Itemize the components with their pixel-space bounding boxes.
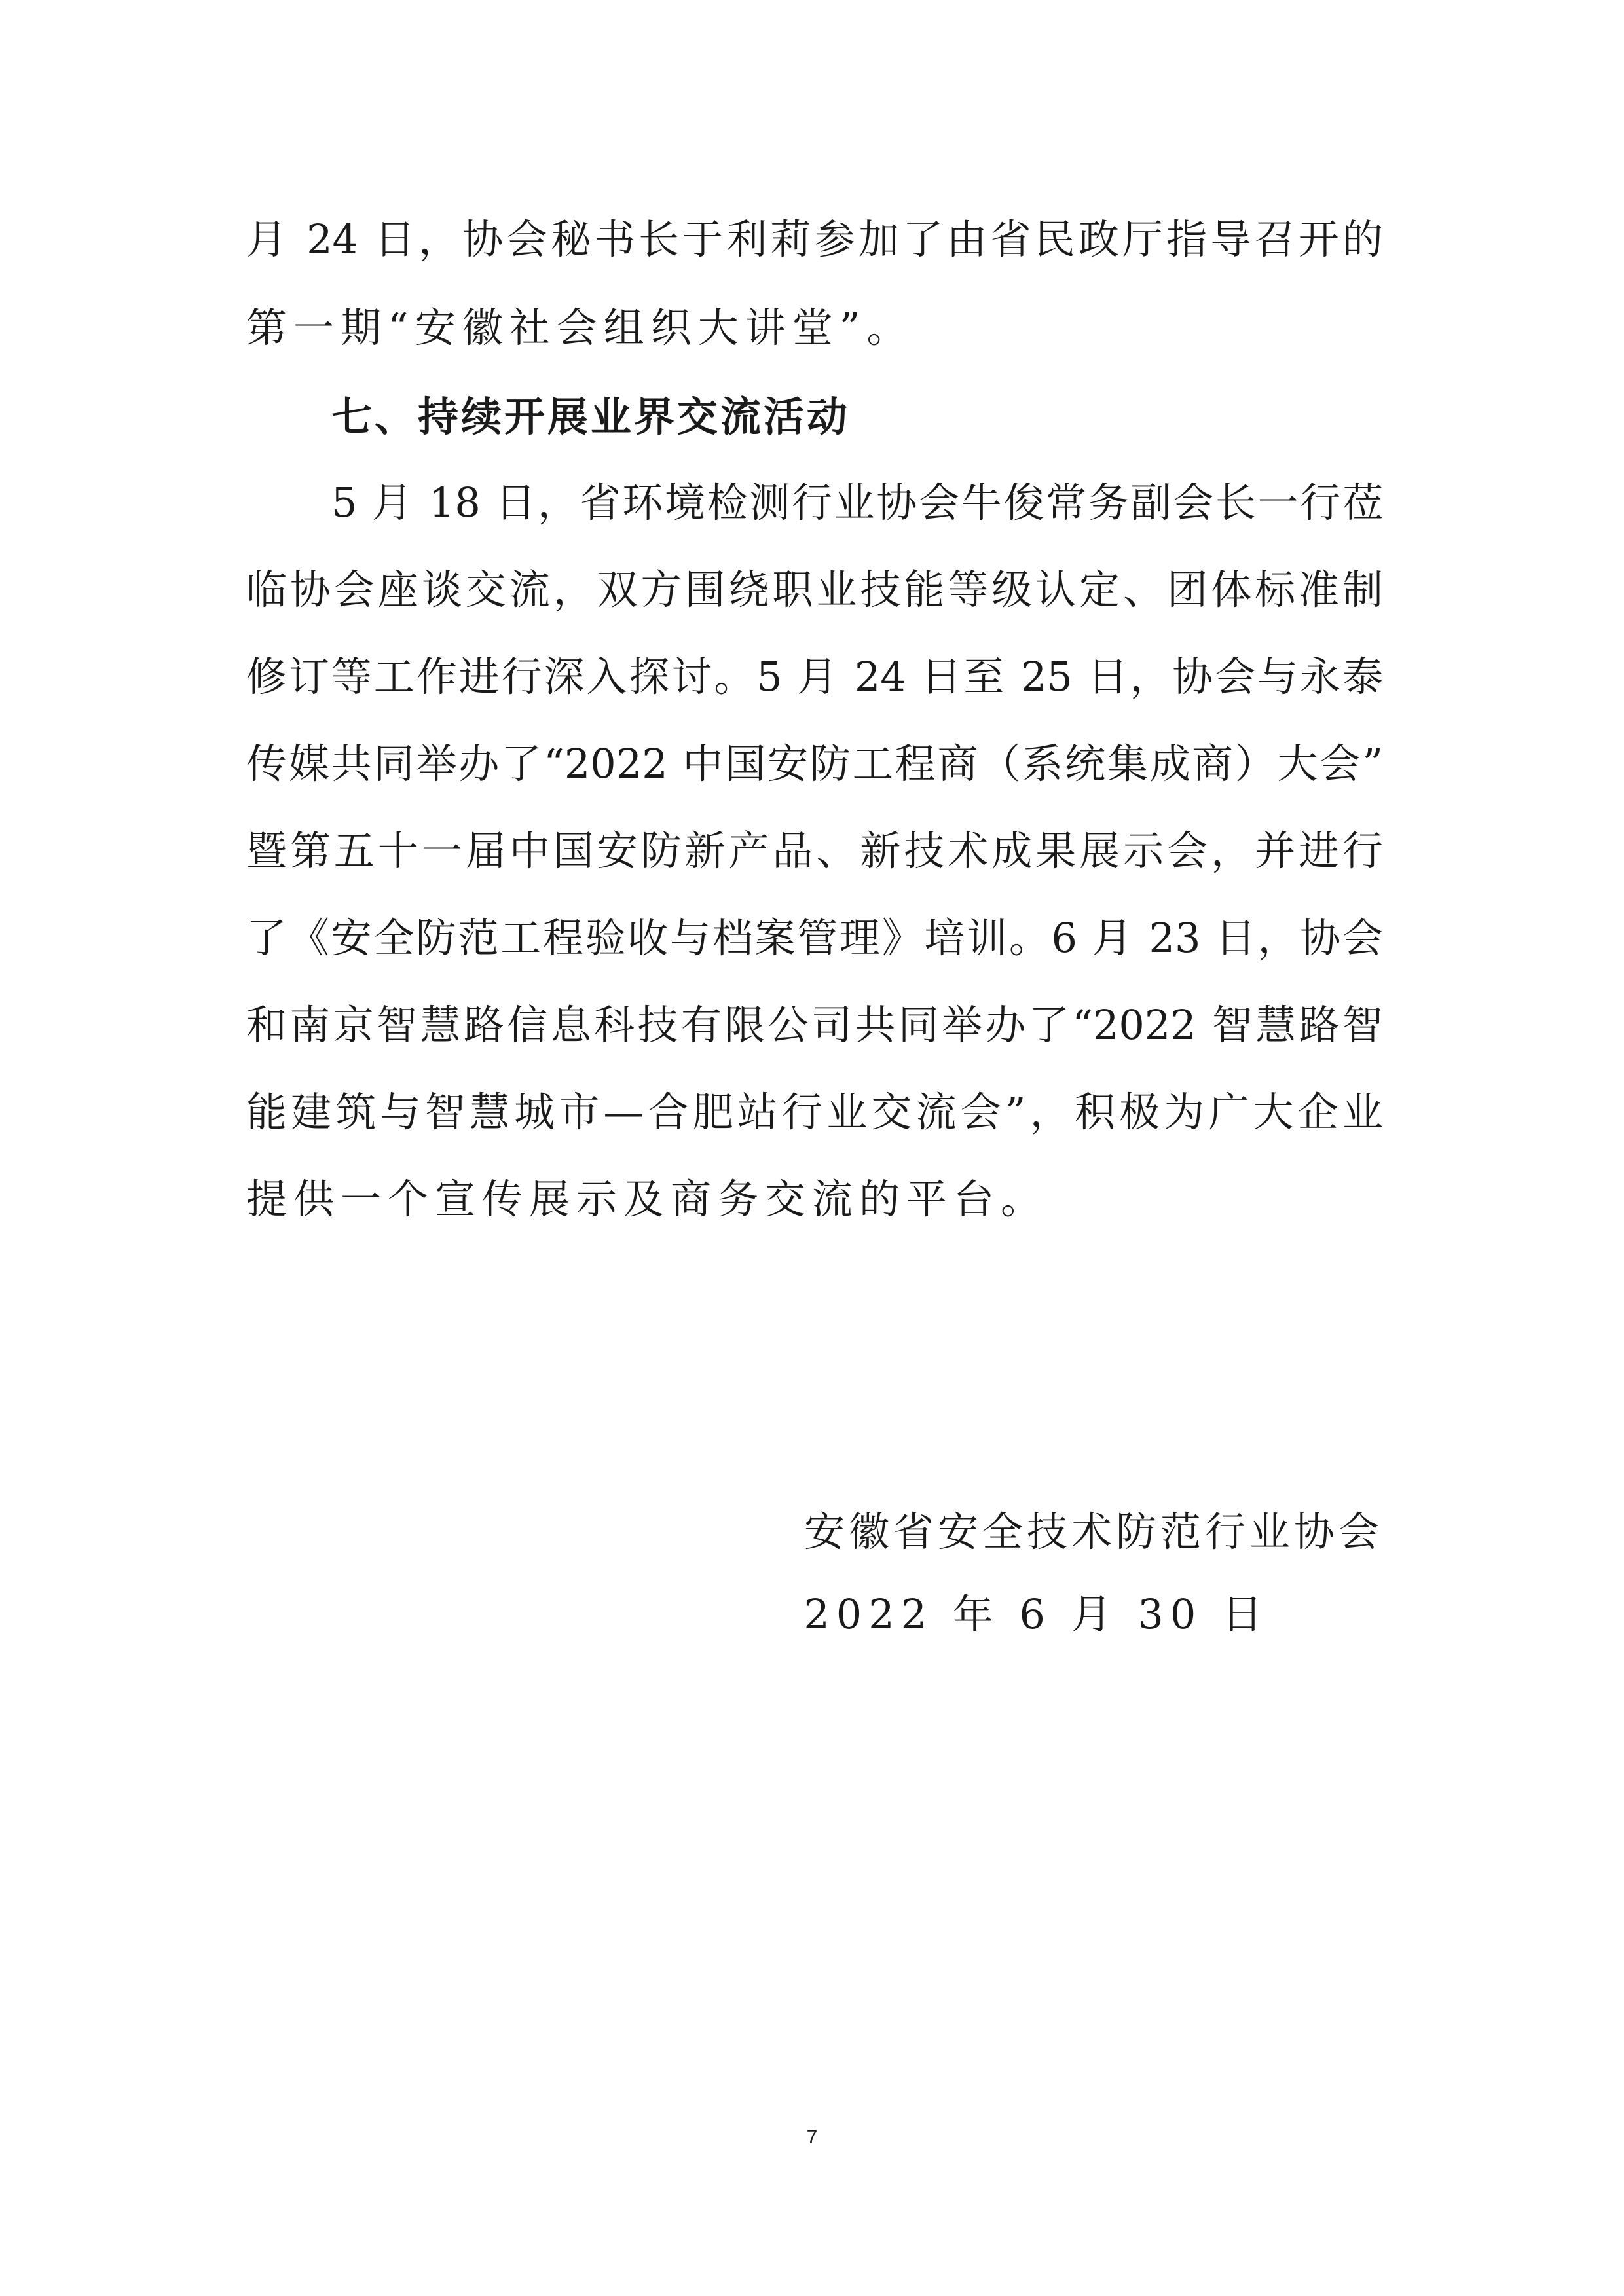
paragraph-line: 了《安全防范工程验收与档案管理》培训。6 月 23 日，协会 <box>246 914 1383 962</box>
signature-date: 2022 年 6 月 30 日 <box>803 1590 1269 1638</box>
paragraph-line: 能建筑与智慧城市—合肥站行业交流会”，积极为广大企业 <box>246 1088 1383 1136</box>
signature-organization: 安徽省安全技术防范行业协会 <box>803 1508 1383 1556</box>
paragraph-line: 传媒共同举办了“2022 中国安防工程商（系统集成商）大会” <box>246 740 1383 788</box>
paragraph-line: 和南京智慧路信息科技有限公司共同举办了“2022 智慧路智 <box>246 1001 1383 1049</box>
paragraph-line: 修订等工作进行深入探讨。5 月 24 日至 25 日，协会与永泰 <box>246 653 1383 701</box>
paragraph-line: 第一期“安徽社会组织大讲堂”。 <box>246 304 914 352</box>
paragraph-line: 临协会座谈交流，双方围绕职业技能等级认定、团体标准制 <box>246 566 1383 613</box>
paragraph-line: 5 月 18 日，省环境检测行业协会牛俊常务副会长一行莅 <box>331 479 1383 526</box>
paragraph-line: 提供一个宣传展示及商务交流的平台。 <box>246 1175 1048 1223</box>
page-number: 7 <box>806 2126 818 2148</box>
paragraph-line: 月 24 日，协会秘书长于利莉参加了由省民政厅指导召开的 <box>246 215 1383 263</box>
section-heading: 七、持续开展业界交流活动 <box>331 393 851 441</box>
paragraph-line: 暨第五十一届中国安防新产品、新技术成果展示会，并进行 <box>246 827 1383 875</box>
